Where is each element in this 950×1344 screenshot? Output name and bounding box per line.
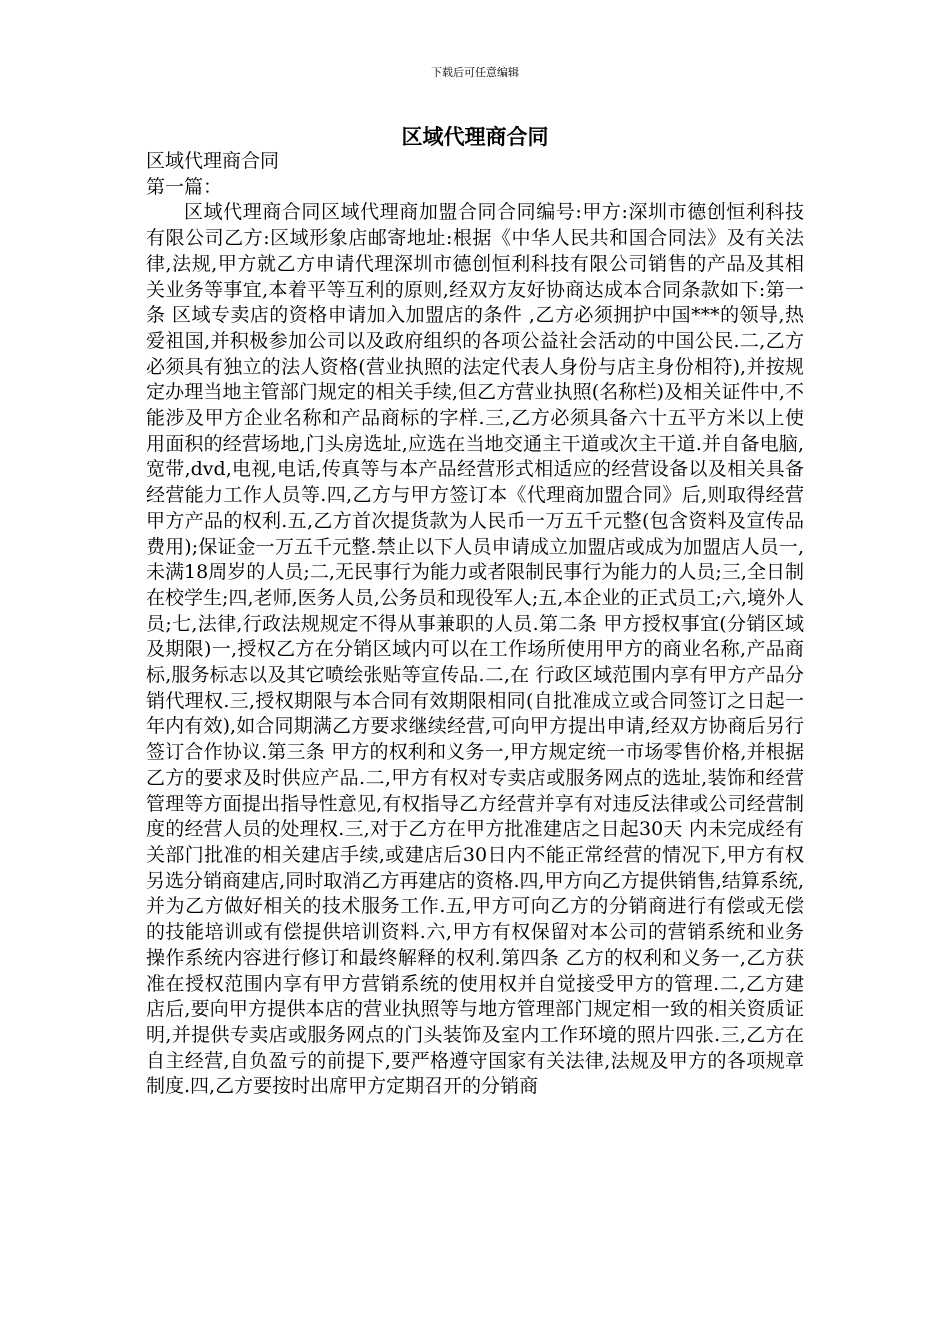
section-label: 第一篇： xyxy=(146,175,223,198)
page-header-note: 下载后可任意编辑 xyxy=(431,66,519,79)
document-title: 区域代理商合同 xyxy=(401,125,549,149)
document-body xyxy=(146,149,804,1100)
document-subtitle: 区域代理商合同 xyxy=(146,150,280,172)
contract-paragraph: 区域代理商合同区域代理商加盟合同合同编号:甲方:深圳市德创恒利科技有限公司乙方:区域形象店邮寄地址:根据《中华人民共和国合同法》及有关法律,法规,甲方就乙方申请代理深圳市德创恒利科技有限公司销售的产品及其相关业务等事宜,本着平等互利的原则,经双方友好协商达成本合同条款如下:第一条 区域专卖店的资格申请加入加盟店的条件 ,乙方必须拥护中国***的领导,热爱祖国,并积极参加公司以及政府组织的各项公益社会活动的中国公民.二,乙方必须具有独立的法人资格(营业执照的法定代表人身份与店主身份相符),并按规定办理当地主管部门规定的相关手续,但乙方营业执照(名称栏)及相关证件中,不能涉及甲方企业名称和产品商标的字样.三,乙方必须具备六十五平方米以上使用面积的经营场地,门头房选址,应选在当地交通主干道或次主干道.并自备电脑,宽带,dvd,电视,电话,传真等与本产品经营形式相适应的经营设备以及相关具备经营能力工作人员等.四,乙方与甲方签订本《代理商加盟合同》后,则取得经营甲方产品的权利.五,乙方首次提货款为人民币一万五千元整(包含资料及宣传品费用);保证金一万五千元整.禁止以下人员申请成立加盟店或成为加盟店人员一,未满18周岁的人员;二,无民事行为能力或者限制民事行为能力的人员;三,全日制在校学生;四,老师,医务人员,公务员和现役军人;五,本企业的正式员工;六,境外人员;七,法律,行政法规规定不得从事兼职的人员.第二条 甲方授权事宜(分销区域及期限)一,授权乙方在分销区域内可以在工作场所使用甲方的商业名称,产品商标,服务标志以及其它喷绘张贴等宣传品.二,在 行政区域范围内享有甲方产品分销代理权.三,授权期限与本合同有效期限相同(自批准成立或合同签订之日起一年内有效),如合同期满乙方要求继续经营,可向甲方提出申请,经双方协商后另行签订合作协议.第三条 甲方的权利和义务一,甲方规定统一市场零售价格,并根据乙方的要求及时供应产品.二,甲方有权对专卖店或服务网点的选址,装饰和经营管理等方面提出指导性意见,有权指导乙方经营并享有对违反法律或公司经营制度的经营人员的处理权.三,对于乙方在甲方批准建店之日起30天 内未完成经有关部门批准的相关建店手续,或建店后30日内不能正常经营的情况下,甲方有权另选分销商建店,同时取消乙方再建店的资格.四,甲方向乙方提供销售,结算系统,并为乙方做好相关的技术服务工作.五,甲方可向乙方的分销商进行有偿或无偿的技能培训或有偿提供培训资料.六,甲方有权保留对本公司的营销系统和业务操作系统内容进行修订和最终解释的权利.第四条 乙方的权利和义务一,乙方获准在授权范围内享有甲方营销系统的使用权并自觉接受甲方的管理.二,乙方建店后,要向甲方提供本店的营业执照等与地方管理部门规定相一致的相关资质证明,并提供专卖店或服务网点的门头装饰及室内工作环境的照片四张.三,乙方在自主经营,自负盈亏的前提下,要严格遵守国家有关法律,法规及甲方的各项规章制度.四,乙方要按时出席甲方定期召开的分销商 xyxy=(146,201,804,1098)
